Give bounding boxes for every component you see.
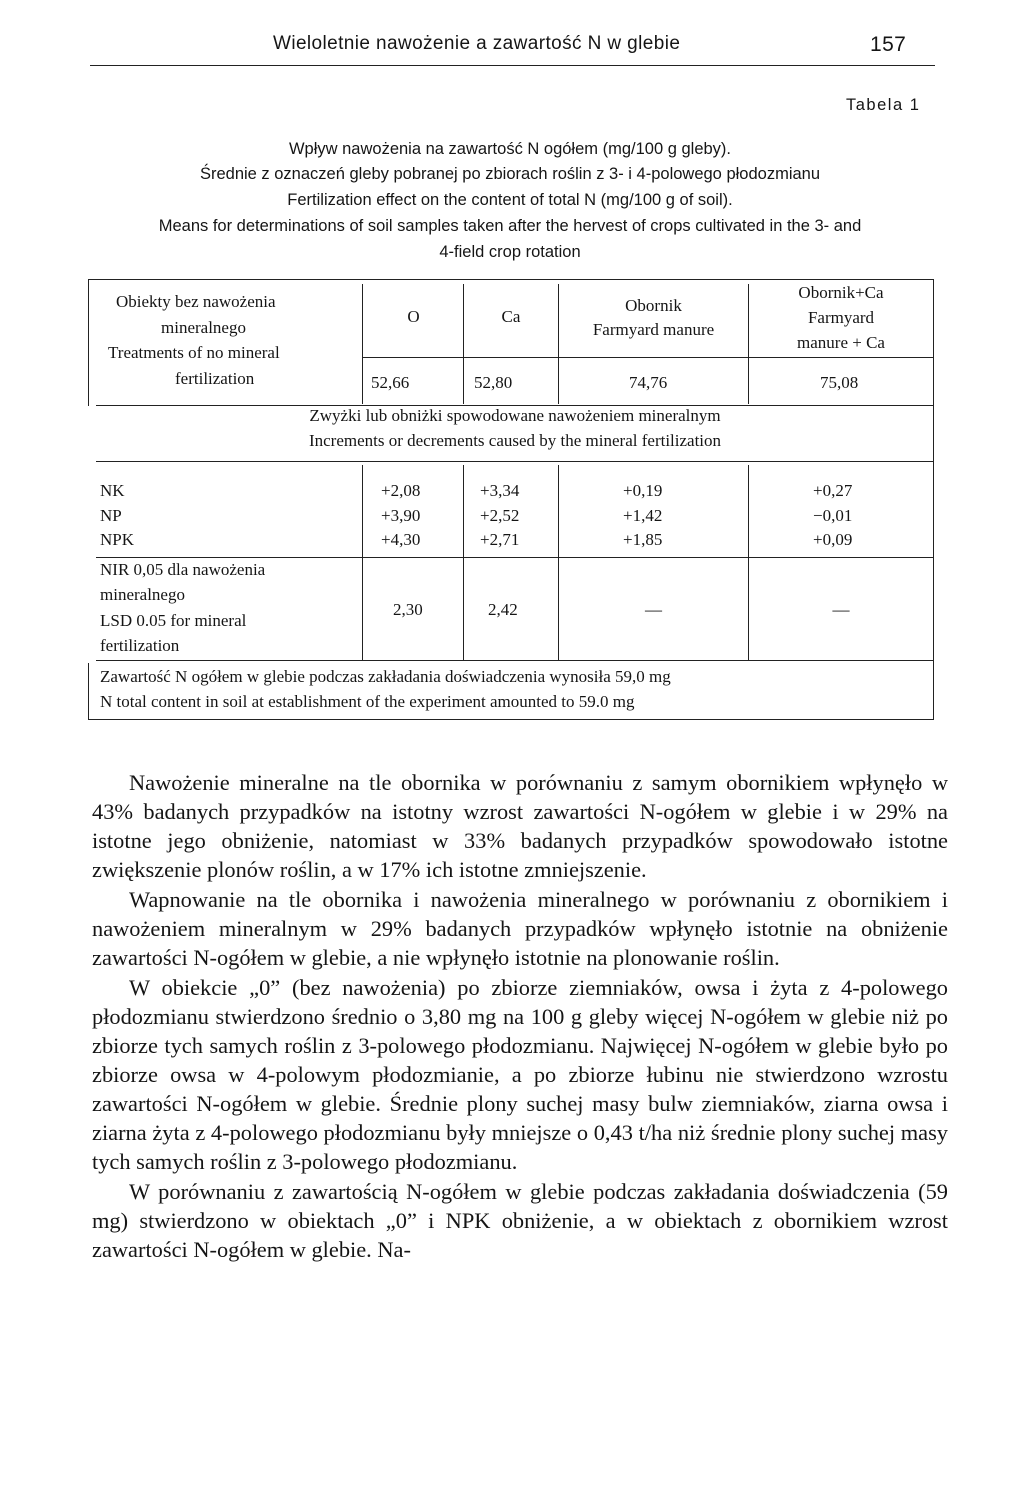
page-number: 157 [870, 33, 907, 56]
column-header-manure-ca-en: Farmyard [807, 308, 875, 327]
rule-after-lsd [96, 660, 934, 661]
column-divider [463, 465, 464, 660]
table-cell: +0,19 [623, 481, 663, 500]
table-cell: −0,01 [813, 506, 853, 525]
base-value-ca: 52,80 [474, 373, 513, 392]
table-label: Tabela 1 [846, 96, 921, 114]
table-cell: +1,42 [623, 506, 663, 525]
column-divider [463, 284, 464, 404]
base-value-manure-ca: 75,08 [820, 373, 859, 392]
column-header-rule [362, 357, 934, 358]
table-cell: +0,27 [813, 481, 853, 500]
column-header-manure-ca-en: manure + Ca [797, 333, 885, 352]
caption-line: Means for determinations of soil samples taken after the hervest of crops cultivated in the 3- and [158, 217, 862, 235]
base-value-manure: 74,76 [629, 373, 668, 392]
paragraph: W porównaniu z zawartością N-ogółem w glebie podczas zakładania doświadczenia (59 mg) stwierdzono w obiektach „0” i NPK obniżenie, a w obiektach z obornikiem wzrost zawartości N-ogółem w glebie. Na- [92, 1179, 948, 1262]
column-header-o: O [407, 307, 420, 326]
caption-line: Fertilization effect on the content of total N (mg/100 g of soil). [287, 191, 733, 209]
column-divider [748, 465, 749, 660]
lsd-label-line: NIR 0,05 dla nawożenia [100, 560, 266, 579]
table-cell: +2,52 [480, 506, 520, 525]
table-bottom-rule [88, 719, 934, 720]
table-cell: +2,71 [480, 530, 520, 549]
objects-header-line: Treatments of no mineral [108, 343, 280, 362]
running-title: Wieloletnie nawożenie a zawartość N w glebie [273, 33, 681, 54]
table-footnote: Zawartość N ogółem w glebie podczas zakładania doświadczenia wynosiła 59,0 mg [100, 667, 671, 686]
table-cell: +0,09 [813, 530, 853, 549]
objects-header-line: mineralnego [161, 318, 246, 337]
column-header-manure-en: Farmyard manure [592, 320, 715, 339]
lsd-label-line: LSD 0.05 for mineral [100, 611, 247, 630]
column-header-ca: Ca [501, 307, 521, 326]
caption-line: Wpływ nawożenia na zawartość N ogółem (mg/100 g gleby). [288, 140, 732, 158]
table-cell: +2,08 [381, 481, 421, 500]
row-label-npk: NPK [100, 530, 135, 549]
objects-header-line: Obiekty bez nawożenia [116, 292, 276, 311]
lsd-label-line: mineralnego [100, 585, 185, 604]
increments-title: Zwyżki lub obniżki spowodowane nawożeniem mineralnym [309, 406, 721, 425]
table-right-border [933, 279, 934, 719]
objects-header-line: fertilization [175, 369, 255, 388]
table-left-border [88, 663, 89, 720]
rule-after-npk [96, 557, 934, 558]
lsd-value: — [645, 600, 662, 619]
paragraph: Wapnowanie na tle obornika i nawożenia mineralnego w porównaniu z obornikiem i nawożeniem mineralnym w 29% badanych przypadków wpłynęło istotnie na obniżenie zawartości N-ogółem w glebie, a nie wpłynęło istotnie na plonowanie roślin. [92, 887, 948, 970]
column-divider [558, 465, 559, 660]
row-label-nk: NK [100, 481, 125, 500]
table-footnote-en: N total content in soil at establishment of the experiment amounted to 59.0 mg [100, 692, 635, 711]
paragraph: Nawożenie mineralne na tle obornika w porównaniu z samym obornikiem wpłynęło w 43% badanych przypadków na istotny wzrost zawartości N-ogółem w glebie i w 29% na istotne jego obniżenie, natomiast w 33% badanych przypadków spowodowało istotne zwiększenie plonów roślin, a w 17% ich istotne zmniejszenie. [92, 770, 948, 882]
table-left-border [88, 279, 89, 406]
caption-line: 4-field crop rotation [439, 243, 581, 261]
lsd-label-line: fertilization [100, 636, 180, 655]
table-top-rule [88, 279, 934, 280]
table-cell: +1,85 [623, 530, 663, 549]
column-divider [362, 465, 363, 660]
lsd-value: — [832, 600, 850, 619]
column-header-manure-ca: Obornik+Ca [798, 283, 884, 302]
paragraph: W obiekcie „0” (bez nawożenia) po zbiorze ziemniaków, owsa i żyta z 4-polowego płodozmianu stwierdzono średnio o 3,80 mg na 100 g gleby więcej N-ogółem w glebie niż po zbiorze tych samych roślin z 3-polowego płodozmianu. Najwięcej N-ogółem w glebie było po zbiorze owsa w 4-polowym płodozmianie, a po zbiorze łubinu nie stwierdzono wzrostu zawartości N-ogółem w glebie. Średnie plony suchej masy bulw ziemniaków, ziarna owsa i ziarna żyta z 4-polowego płodozmianu były mniejsze o 0,43 t/ha niż średnie plony suchej masy tych samych roślin z 3-polowego płodozmianu. [92, 975, 948, 1174]
table-cell: +3,90 [381, 506, 421, 525]
column-header-manure: Obornik [625, 296, 682, 315]
header-rule [90, 65, 935, 66]
table-cell: +4,30 [381, 530, 421, 549]
increments-title-en: Increments or decrements caused by the mineral fertilization [308, 431, 722, 450]
lsd-value: 2,30 [393, 600, 423, 619]
rule-after-increments-title [96, 461, 934, 462]
row-label-np: NP [100, 506, 122, 525]
caption-line: Średnie z oznaczeń gleby pobranej po zbiorach roślin z 3- i 4-polowego płodozmianu [199, 165, 821, 183]
table-cell: +3,34 [480, 481, 520, 500]
base-value-o: 52,66 [371, 373, 410, 392]
column-divider [362, 284, 363, 404]
lsd-value: 2,42 [488, 600, 518, 619]
body-text [92, 768, 948, 1264]
